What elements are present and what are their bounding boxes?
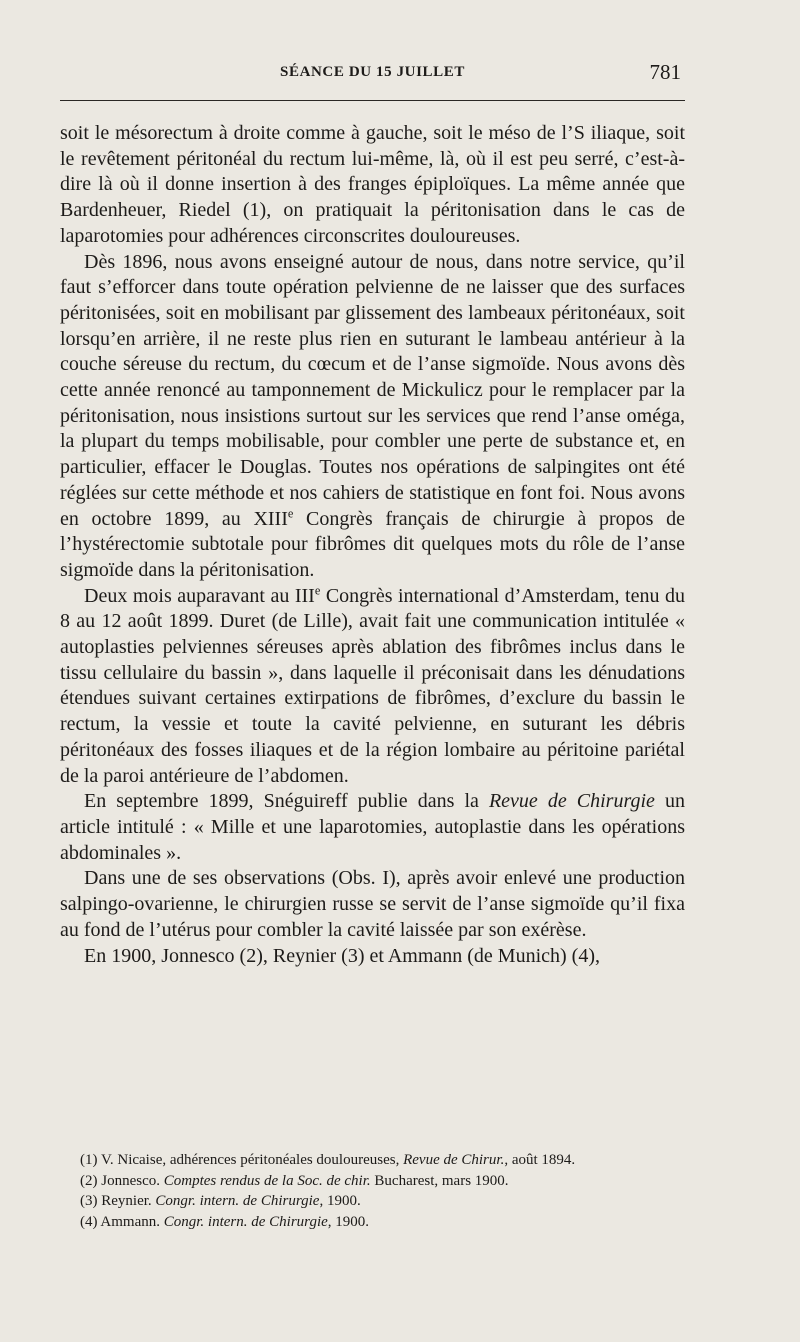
header-rule <box>60 100 685 101</box>
text-run: , 1900. <box>327 1213 370 1230</box>
footnote <box>60 1171 685 1192</box>
italic-text: Comptes rendus de la Soc. de chir. <box>163 1172 371 1189</box>
text-run: Congrès international d’Amsterdam, tenu du 8 au 12 août 1899. Duret (de Lille), avait fait une communication intitulée « autoplasties pelviennes séreuses après ablation des fibrômes inclus dans le tissu cellulaire du bassin », dans laquelle il préconisait dans les dénudations étendues suivant certaines extirpations de fibrômes, d’exclure du bassin le rectum, la vessie et toute la cavité pelvienne, en suturant les débris péritonéaux des fosses iliaques et de la région lombaire au péritoine pariétal de la paroi antérieure de l’abdomen. <box>60 584 685 787</box>
paragraph <box>60 584 685 790</box>
text-run: Dans une de ses observations (Obs. I), après avoir enlevé une production salpingo-ovarienne, le chirurgien russe se servit de l’anse sigmoïde qu’il fixa au fond de l’utérus pour combler la cavité laissée par son exérèse. <box>60 867 685 941</box>
page-number: 781 <box>649 60 681 84</box>
text-run: un article intitulé : « Mille et une laparotomies, autoplastie dans les opérations abdominales ». <box>60 790 685 864</box>
footnote <box>60 1212 685 1233</box>
text-run: Bucharest, mars 1900. <box>370 1172 509 1189</box>
text-run: , 1900. <box>319 1193 361 1209</box>
text-run: En septembre 1899, Snéguireff publie dans la <box>84 790 489 813</box>
paragraph <box>60 789 685 866</box>
paragraph <box>60 866 685 943</box>
footnote <box>60 1191 685 1212</box>
text-run: (2) Jonnesco. <box>80 1172 164 1189</box>
text-run: (1) V. Nicaise, adhérences péritonéales douloureuses, <box>80 1152 404 1168</box>
italic-text: Revue de Chirur. <box>403 1152 505 1168</box>
text-run: En 1900, Jonnesco (2), Reynier (3) et Ammann (de Munich) (4), <box>84 944 600 967</box>
text-run: , août 1894. <box>504 1152 576 1168</box>
italic-text: Congr. intern. de Chirurgie <box>155 1193 320 1209</box>
body-text <box>60 121 685 969</box>
text-run: (3) Reynier. <box>80 1193 156 1209</box>
footnotes <box>60 1150 685 1232</box>
italic-text: Congr. intern. de Chirurgie <box>163 1213 328 1230</box>
text-run: Dès 1896, nous avons enseigné autour de nous, dans notre service, qu’il faut s’efforcer dans toute opération pelvienne de ne laisser que des surfaces péritonisées, soit en mobilisant par glissement des lambeaux péritonéaux, soit lorsqu’en arrière, il ne reste plus rien en suturant le lambeau antérieur à la couche séreuse du rectum, du cœcum et de l’anse sigmoïde. Nous avons dès cette année renoncé au tamponnement de Mickulicz pour le remplacer par la péritonisation, nous insistions surtout sur les services que rend l’anse oméga, la plupart du temps mobilisable, pour combler une perte de substance et, en particulier, effacer le Douglas. Toutes nos opérations de salpingites ont été réglées sur cette méthode et nos cahiers de statistique en font foi. Nous avons en octobre 1899, au XIII <box>60 250 685 530</box>
text-run: Deux mois auparavant au III <box>84 584 315 607</box>
footnote <box>60 1150 685 1171</box>
text-run: (4) Ammann. <box>80 1213 164 1230</box>
text-run: Congrès français de chirurgie à propos de l’hystérectomie subtotale pour fibrômes dit quelques mots du rôle de l’anse sigmoïde dans la péritonisation. <box>60 507 685 581</box>
page-header <box>60 60 685 90</box>
text-run: soit le mésorectum à droite comme à gauche, soit le méso de l’S iliaque, soit le revêtement péritonéal du rectum lui-même, là, où il est peu serré, c’est-à-dire là où il donne insertion à des franges épiploïques. La même année que Bardenheuer, Riedel (1), on pratiquait la péritonisation dans le cas de laparotomies pour adhérences circonscrites douloureuses. <box>60 122 685 247</box>
running-head: SÉANCE DU 15 JUILLET <box>280 64 465 80</box>
superscript: e <box>287 505 294 520</box>
paragraph <box>60 121 685 250</box>
paragraph <box>60 250 685 584</box>
superscript: e <box>314 583 321 597</box>
paragraph <box>60 944 685 970</box>
italic-text: Revue de Chirurgie <box>488 790 655 813</box>
